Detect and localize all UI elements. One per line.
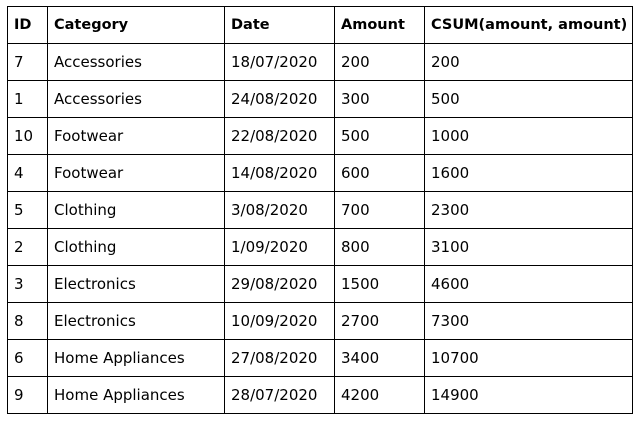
cell-csum: 14900 xyxy=(425,377,633,414)
cell-id: 6 xyxy=(8,340,48,377)
cell-category: Footwear xyxy=(48,118,225,155)
cell-date: 24/08/2020 xyxy=(225,81,335,118)
table-row xyxy=(8,340,633,377)
cell-category: Accessories xyxy=(48,81,225,118)
cell-id: 1 xyxy=(8,81,48,118)
table-row xyxy=(8,266,633,303)
cell-amount: 3400 xyxy=(335,340,425,377)
cell-amount: 500 xyxy=(335,118,425,155)
table-row xyxy=(8,155,633,192)
cell-amount: 1500 xyxy=(335,266,425,303)
cell-date: 27/08/2020 xyxy=(225,340,335,377)
cell-csum: 200 xyxy=(425,44,633,81)
cell-category: Electronics xyxy=(48,303,225,340)
table-row xyxy=(8,303,633,340)
cell-date: 3/08/2020 xyxy=(225,192,335,229)
table-row xyxy=(8,44,633,81)
cell-date: 10/09/2020 xyxy=(225,303,335,340)
cell-category: Clothing xyxy=(48,229,225,266)
cell-csum: 3100 xyxy=(425,229,633,266)
cell-category: Home Appliances xyxy=(48,377,225,414)
cell-csum: 4600 xyxy=(425,266,633,303)
data-table-container xyxy=(7,6,633,414)
cell-date: 1/09/2020 xyxy=(225,229,335,266)
table-row xyxy=(8,377,633,414)
cell-csum: 1600 xyxy=(425,155,633,192)
cell-id: 5 xyxy=(8,192,48,229)
cell-csum: 500 xyxy=(425,81,633,118)
cell-amount: 600 xyxy=(335,155,425,192)
header-id: ID xyxy=(8,7,48,44)
cell-amount: 700 xyxy=(335,192,425,229)
data-table xyxy=(7,6,633,414)
cell-amount: 800 xyxy=(335,229,425,266)
header-csum: CSUM(amount, amount) xyxy=(425,7,633,44)
cell-amount: 200 xyxy=(335,44,425,81)
cell-amount: 4200 xyxy=(335,377,425,414)
cell-id: 3 xyxy=(8,266,48,303)
cell-csum: 10700 xyxy=(425,340,633,377)
cell-id: 2 xyxy=(8,229,48,266)
cell-id: 8 xyxy=(8,303,48,340)
cell-amount: 2700 xyxy=(335,303,425,340)
cell-id: 9 xyxy=(8,377,48,414)
cell-csum: 7300 xyxy=(425,303,633,340)
cell-date: 14/08/2020 xyxy=(225,155,335,192)
cell-csum: 2300 xyxy=(425,192,633,229)
cell-category: Electronics xyxy=(48,266,225,303)
header-category: Category xyxy=(48,7,225,44)
table-row xyxy=(8,118,633,155)
table-row xyxy=(8,192,633,229)
cell-category: Home Appliances xyxy=(48,340,225,377)
cell-id: 7 xyxy=(8,44,48,81)
cell-category: Clothing xyxy=(48,192,225,229)
cell-id: 10 xyxy=(8,118,48,155)
header-date: Date xyxy=(225,7,335,44)
header-amount: Amount xyxy=(335,7,425,44)
cell-date: 18/07/2020 xyxy=(225,44,335,81)
cell-category: Accessories xyxy=(48,44,225,81)
cell-csum: 1000 xyxy=(425,118,633,155)
cell-category: Footwear xyxy=(48,155,225,192)
header-row xyxy=(8,7,633,44)
cell-date: 29/08/2020 xyxy=(225,266,335,303)
cell-amount: 300 xyxy=(335,81,425,118)
table-row xyxy=(8,81,633,118)
table-row xyxy=(8,229,633,266)
cell-id: 4 xyxy=(8,155,48,192)
cell-date: 28/07/2020 xyxy=(225,377,335,414)
cell-date: 22/08/2020 xyxy=(225,118,335,155)
